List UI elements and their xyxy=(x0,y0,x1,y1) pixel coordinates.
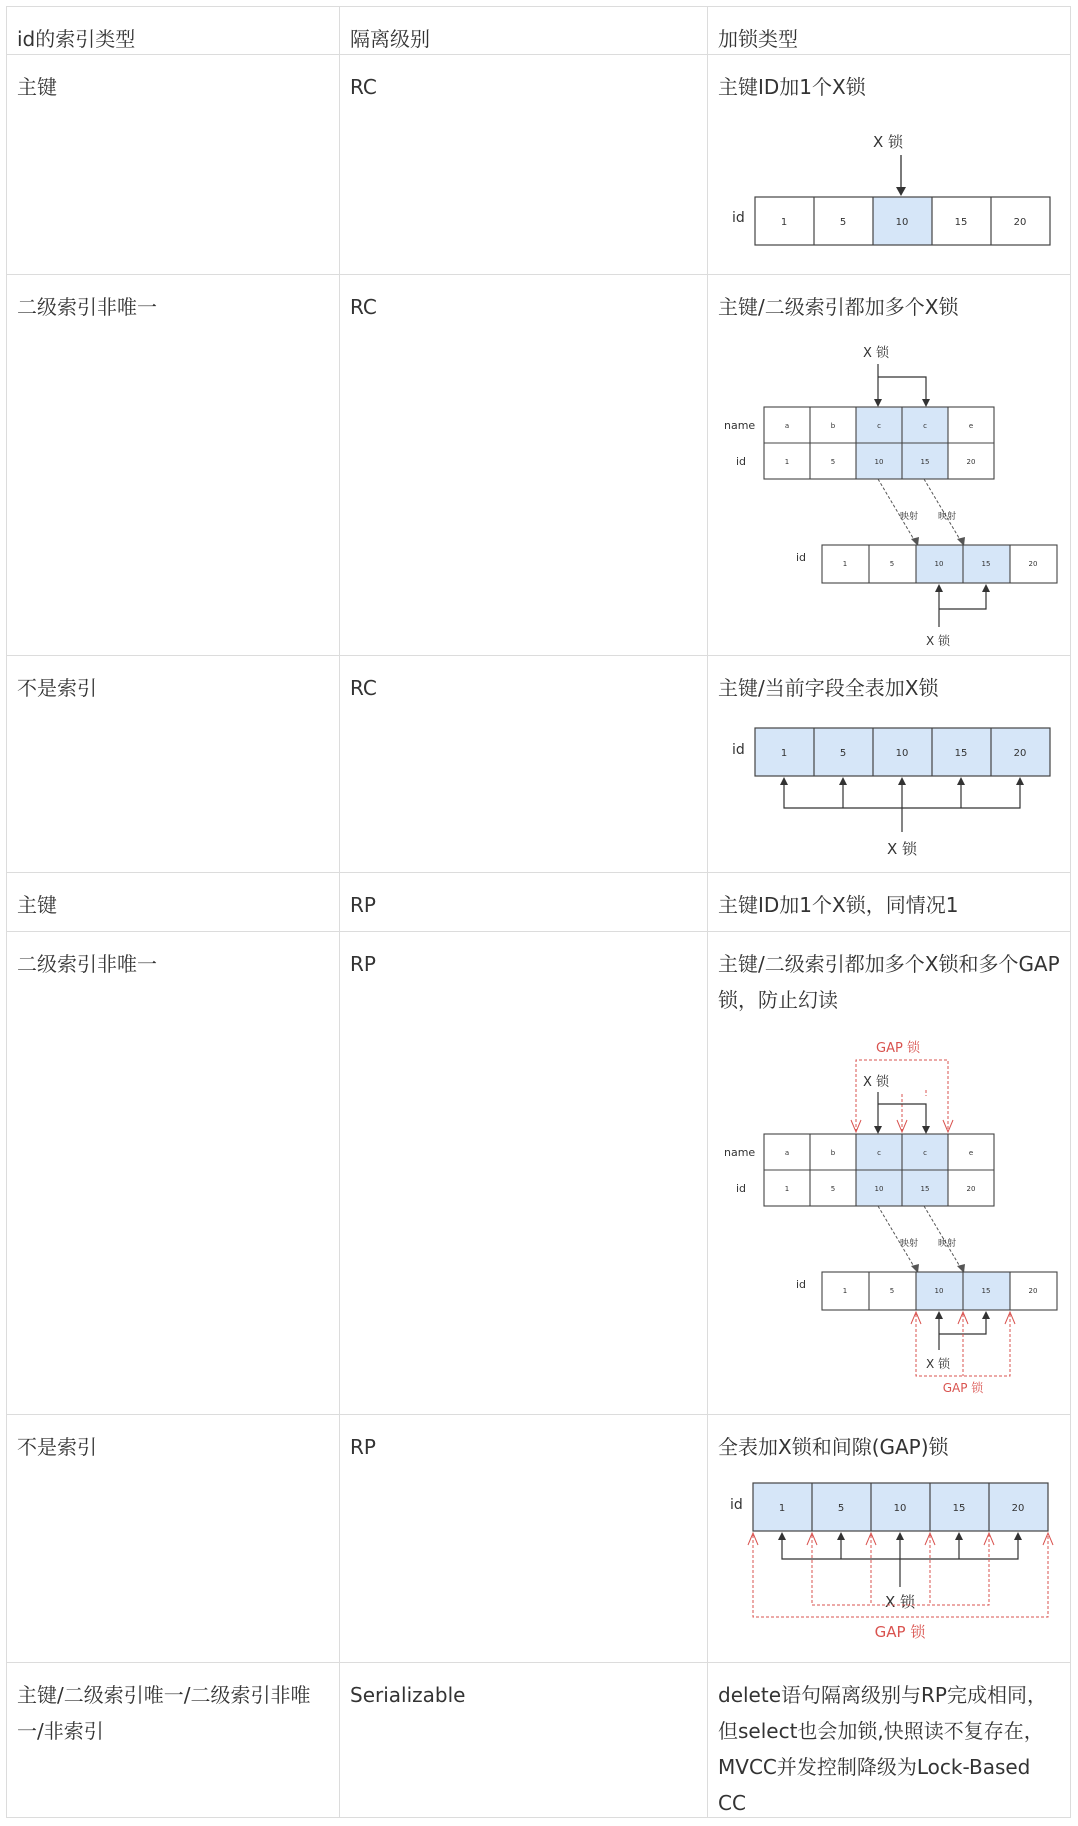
table-row-2-lock-type xyxy=(708,275,1071,656)
cell-text: 主键/当前字段全表加X锁 xyxy=(718,676,939,700)
id-cell: 10 xyxy=(874,458,884,466)
name-cell: e xyxy=(968,422,974,430)
cell-text: 主键/二级索引都加多个X锁和多个GAP锁，防止幻读 xyxy=(718,952,1060,1012)
name-cell: b xyxy=(830,1149,836,1157)
id-cell: 5 xyxy=(839,217,847,228)
id-cell: 5 xyxy=(830,458,836,466)
id-cell: 10 xyxy=(934,1287,944,1295)
id-cell: 5 xyxy=(889,1287,895,1295)
name-cell: c xyxy=(923,422,927,430)
id-cell: 5 xyxy=(889,560,895,568)
name-cell: e xyxy=(968,1149,974,1157)
id-cell: 10 xyxy=(895,748,909,759)
id-cell: 5 xyxy=(830,1185,836,1193)
table-row-1-lock-type xyxy=(708,55,1071,275)
id-cell: 15 xyxy=(954,217,968,228)
cell-text: RP xyxy=(350,893,376,917)
id-label: id xyxy=(736,455,747,468)
cell-text: delete语句隔离级别与RP完成相同，但select也会加锁,快照读不复存在，MVCC并发控制降级为Lock-Based CC xyxy=(718,1683,1047,1815)
name-cell: b xyxy=(830,422,836,430)
diagram-secondary-rc xyxy=(708,337,1070,649)
table-row-2-isolation xyxy=(340,275,708,656)
diagram-noindex-rc xyxy=(708,722,1070,867)
table-row-6-isolation xyxy=(340,1415,708,1663)
map-label: 映射 xyxy=(938,1239,957,1249)
id-cell: 20 xyxy=(1013,217,1027,228)
id-label: id xyxy=(796,551,807,564)
id-cell: 15 xyxy=(954,748,968,759)
header-index-type-text: id的索引类型 xyxy=(17,27,136,51)
id-cell: 10 xyxy=(934,560,944,568)
lock-table xyxy=(6,6,1071,1818)
diagram-pk-rc xyxy=(708,125,1070,265)
cell-text: Serializable xyxy=(350,1683,466,1707)
name-cell: c xyxy=(923,1149,927,1157)
id-cell: 5 xyxy=(837,1503,845,1514)
cell-text: RP xyxy=(350,952,376,976)
cell-text: RC xyxy=(350,295,377,319)
x-lock-label: X 锁 xyxy=(886,840,918,858)
id-cell: 20 xyxy=(1013,748,1027,759)
id-cell: 20 xyxy=(966,1185,976,1193)
cell-text: 主键/二级索引唯一/二级索引非唯一/非索引 xyxy=(17,1683,311,1743)
header-index-type xyxy=(6,6,340,55)
gap-lock-label: GAP 锁 xyxy=(942,1381,984,1395)
header-isolation-text: 隔离级别 xyxy=(350,27,430,51)
table-row-6-index-type xyxy=(6,1415,340,1663)
id-cell: 15 xyxy=(920,458,930,466)
id-cell: 1 xyxy=(780,748,788,759)
id-cell: 15 xyxy=(952,1503,966,1514)
table-row-4-index-type xyxy=(6,873,340,932)
x-lock-label: X 锁 xyxy=(862,1075,890,1090)
id-cell: 1 xyxy=(842,560,848,568)
map-label: 映射 xyxy=(900,1239,919,1249)
diagram-secondary-rp xyxy=(708,1032,1070,1402)
table-row-6-lock-type xyxy=(708,1415,1071,1663)
id-label: id xyxy=(732,742,745,758)
name-cell: c xyxy=(877,422,881,430)
id-cell: 1 xyxy=(784,1185,790,1193)
table-row-5-isolation xyxy=(340,932,708,1415)
name-label: name xyxy=(724,1146,756,1159)
cell-text: RC xyxy=(350,75,377,99)
id-cell: 20 xyxy=(1028,1287,1038,1295)
cell-text: 主键ID加1个X锁，同情况1 xyxy=(718,893,959,917)
x-lock-label: X 锁 xyxy=(925,1357,951,1371)
header-lock-type xyxy=(708,6,1071,55)
table-row-4-lock-type xyxy=(708,873,1071,932)
table-row-2-index-type xyxy=(6,275,340,656)
table-row-1-index-type xyxy=(6,55,340,275)
map-label: 映射 xyxy=(900,512,919,522)
name-label: name xyxy=(724,419,756,432)
x-lock-label: X 锁 xyxy=(862,346,890,361)
gap-lock-label: GAP 锁 xyxy=(876,1041,920,1056)
cell-text: 不是索引 xyxy=(17,676,97,700)
name-cell: c xyxy=(877,1149,881,1157)
id-cell: 1 xyxy=(778,1503,786,1514)
cell-text: RP xyxy=(350,1435,376,1459)
cell-text: RC xyxy=(350,676,377,700)
header-lock-type-text: 加锁类型 xyxy=(718,27,798,51)
table-row-7-lock-type xyxy=(708,1663,1071,1818)
id-cell: 1 xyxy=(784,458,790,466)
id-label: id xyxy=(736,1182,747,1195)
table-row-3-isolation xyxy=(340,656,708,873)
table-row-5-index-type xyxy=(6,932,340,1415)
table-row-3-lock-type xyxy=(708,656,1071,873)
id-cell: 20 xyxy=(1011,1503,1025,1514)
gap-lock-label: GAP 锁 xyxy=(874,1623,926,1641)
x-lock-label: X 锁 xyxy=(884,1593,916,1611)
table-row-3-index-type xyxy=(6,656,340,873)
name-cell: a xyxy=(784,422,790,430)
x-lock-label: X 锁 xyxy=(925,634,951,648)
id-cell: 5 xyxy=(839,748,847,759)
id-cell: 10 xyxy=(874,1185,884,1193)
x-lock-label: X 锁 xyxy=(872,133,904,151)
cell-text: 主键 xyxy=(17,75,57,99)
id-label: id xyxy=(796,1278,807,1291)
table-row-7-index-type xyxy=(6,1663,340,1818)
cell-text: 二级索引非唯一 xyxy=(17,952,157,976)
id-cell: 1 xyxy=(842,1287,848,1295)
id-label: id xyxy=(732,210,745,226)
id-cell: 10 xyxy=(895,217,909,228)
id-cell: 15 xyxy=(981,1287,991,1295)
cell-text: 全表加X锁和间隙(GAP)锁 xyxy=(718,1435,949,1459)
table-row-7-isolation xyxy=(340,1663,708,1818)
name-cell: a xyxy=(784,1149,790,1157)
table-row-1-isolation xyxy=(340,55,708,275)
id-cell: 1 xyxy=(780,217,788,228)
cell-text: 主键ID加1个X锁 xyxy=(718,75,866,99)
table-row-4-isolation xyxy=(340,873,708,932)
diagram-noindex-rp xyxy=(708,1477,1070,1657)
cell-text: 不是索引 xyxy=(17,1435,97,1459)
cell-text: 主键/二级索引都加多个X锁 xyxy=(718,295,959,319)
map-label: 映射 xyxy=(938,512,957,522)
id-cell: 10 xyxy=(893,1503,907,1514)
id-cell: 15 xyxy=(920,1185,930,1193)
cell-text: 主键 xyxy=(17,893,57,917)
id-cell: 20 xyxy=(1028,560,1038,568)
header-isolation xyxy=(340,6,708,55)
cell-text: 二级索引非唯一 xyxy=(17,295,157,319)
table-row-5-lock-type xyxy=(708,932,1071,1415)
id-cell: 15 xyxy=(981,560,991,568)
id-label: id xyxy=(730,1497,743,1513)
id-cell: 20 xyxy=(966,458,976,466)
